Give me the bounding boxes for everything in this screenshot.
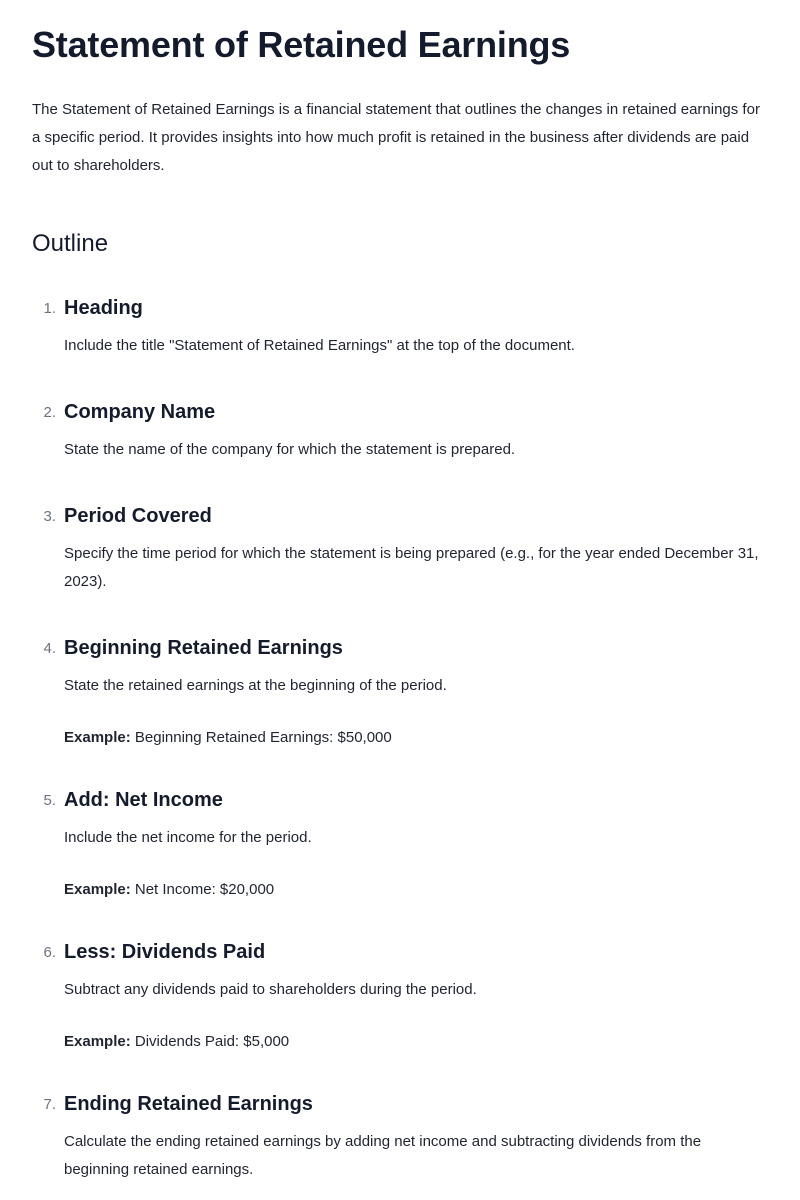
item-number: 5.: [43, 792, 56, 809]
item-description: State the retained earnings at the beginning of the period.: [64, 677, 447, 694]
page-title: Statement of Retained Earnings: [32, 24, 571, 65]
item-description: State the name of the company for which the statement is prepared.: [64, 441, 516, 458]
item-example: [64, 1028, 289, 1056]
item-title: Ending Retained Earnings: [64, 1093, 313, 1115]
item-number: 4.: [43, 640, 56, 657]
item-number: 2.: [43, 404, 56, 421]
item-number: 1.: [43, 300, 56, 317]
example-text: Dividends Paid: $5,000: [134, 1033, 290, 1050]
item-example: [64, 876, 274, 904]
item-title: Beginning Retained Earnings: [64, 637, 343, 659]
item-title: Add: Net Income: [64, 789, 223, 811]
item-number: 7.: [43, 1096, 56, 1113]
item-description: Specify the time period for which the statement is being prepared (e.g., for the year ended December 31, 2023).: [64, 545, 759, 590]
item-description: Include the net income for the period.: [64, 829, 312, 846]
example-label: Example:: [64, 1033, 131, 1050]
outline-heading: Outline: [32, 230, 109, 257]
example-label: Example:: [64, 881, 131, 898]
example-text: Beginning Retained Earnings: $50,000: [134, 729, 392, 746]
item-description: Calculate the ending retained earnings by adding net income and subtracting dividends from the beginning retained earnings.: [64, 1133, 702, 1178]
item-number: 3.: [43, 508, 56, 525]
example-label: Example:: [64, 729, 131, 746]
item-title: Less: Dividends Paid: [64, 941, 266, 963]
item-number: 6.: [43, 944, 56, 961]
item-description: Subtract any dividends paid to shareholders during the period.: [64, 981, 477, 998]
item-example: [64, 724, 392, 752]
item-description: Include the title "Statement of Retained Earnings" at the top of the document.: [64, 337, 575, 354]
item-title: Company Name: [64, 401, 216, 423]
intro-paragraph: The Statement of Retained Earnings is a financial statement that outlines the changes in retained earnings for a specific period. It provides insights into how much profit is retained in the business after dividends are paid out to shareholders.: [32, 101, 760, 174]
example-text: Net Income: $20,000: [134, 881, 275, 898]
item-title: Heading: [64, 297, 143, 319]
item-title: Period Covered: [64, 505, 212, 527]
